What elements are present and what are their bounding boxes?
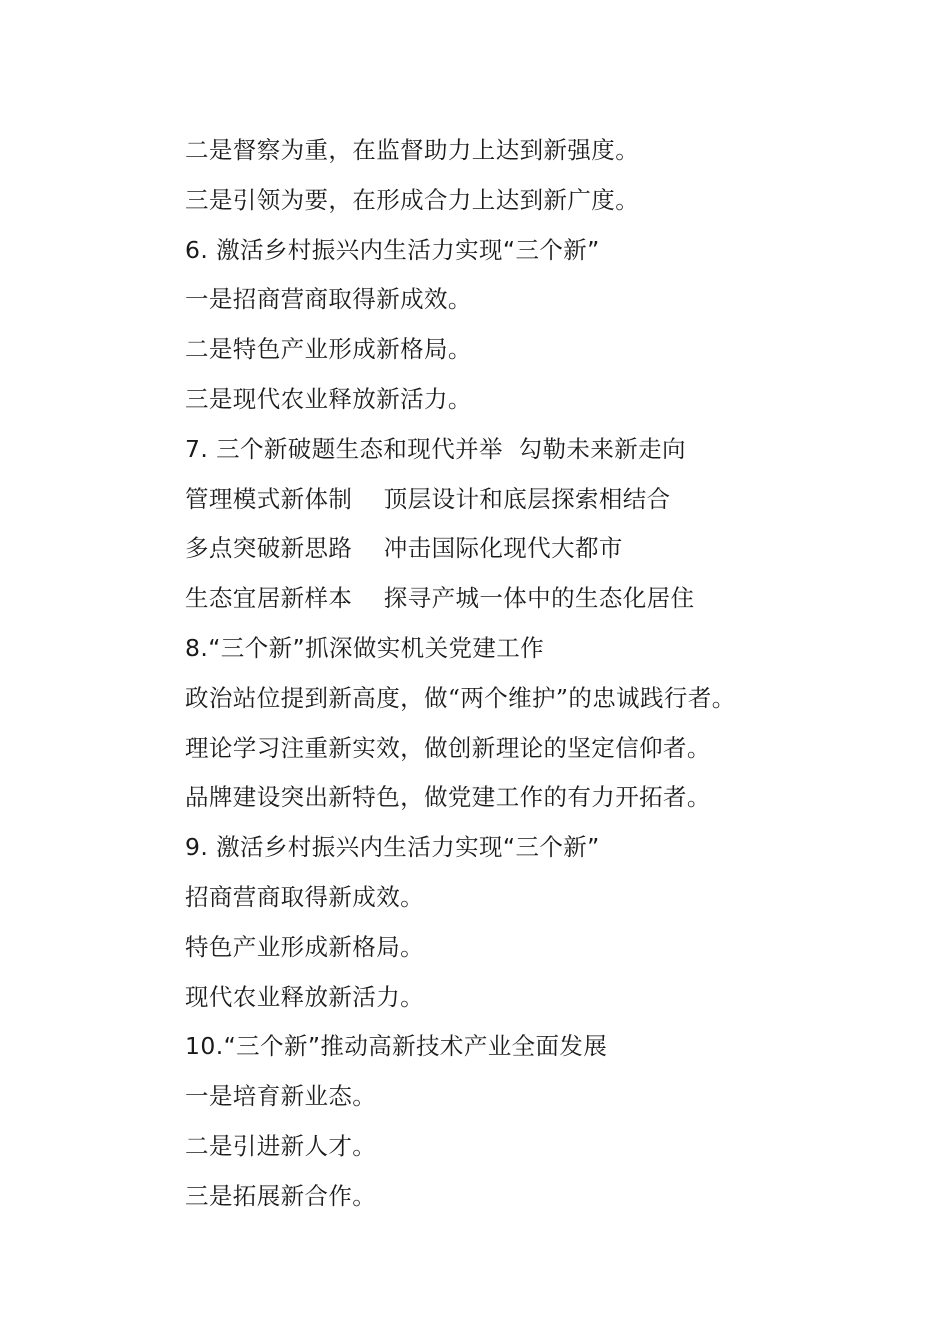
- section-heading: 10.“三个新”推动高新技术产业全面发展: [185, 1032, 608, 1061]
- document-body: [185, 126, 925, 1222]
- paragraph-line: 三是引领为要，在形成合力上达到新广度。: [185, 185, 640, 214]
- paragraph-line: 政治站位提到新高度，做“两个维护”的忠诚践行者。: [185, 683, 736, 712]
- paragraph-line: 管理模式新体制 顶层设计和底层探索相结合: [185, 484, 671, 513]
- paragraph-line: 一是招商营商取得新成效。: [185, 285, 472, 314]
- paragraph-line: 生态宜居新样本 探寻产城一体中的生态化居住: [185, 584, 695, 613]
- paragraph-line: 理论学习注重新实效，做创新理论的坚定信仰者。: [185, 733, 711, 762]
- paragraph-line: 三是拓展新合作。: [185, 1181, 377, 1210]
- paragraph-line: 特色产业形成新格局。: [185, 932, 424, 961]
- section-heading: 8.“三个新”抓深做实机关党建工作: [185, 633, 545, 662]
- paragraph-line: 现代农业释放新活力。: [185, 982, 424, 1011]
- paragraph-line: 二是引进新人才。: [185, 1131, 377, 1160]
- paragraph-line: 招商营商取得新成效。: [185, 882, 424, 911]
- paragraph-line: 品牌建设突出新特色，做党建工作的有力开拓者。: [185, 783, 711, 812]
- paragraph-line: 二是督察为重，在监督助力上达到新强度。: [185, 136, 640, 164]
- section-heading: 7. 三个新破题生态和现代并举 勾勒未来新走向: [185, 434, 686, 463]
- section-heading: 6. 激活乡村振兴内生活力实现“三个新”: [185, 235, 600, 264]
- paragraph-line: 三是现代农业释放新活力。: [185, 384, 472, 413]
- section-heading: 9. 激活乡村振兴内生活力实现“三个新”: [185, 833, 600, 862]
- paragraph-line: 一是培育新业态。: [185, 1082, 377, 1111]
- paragraph-line: 多点突破新思路 冲击国际化现代大都市: [185, 534, 623, 563]
- paragraph-line: 二是特色产业形成新格局。: [185, 335, 472, 364]
